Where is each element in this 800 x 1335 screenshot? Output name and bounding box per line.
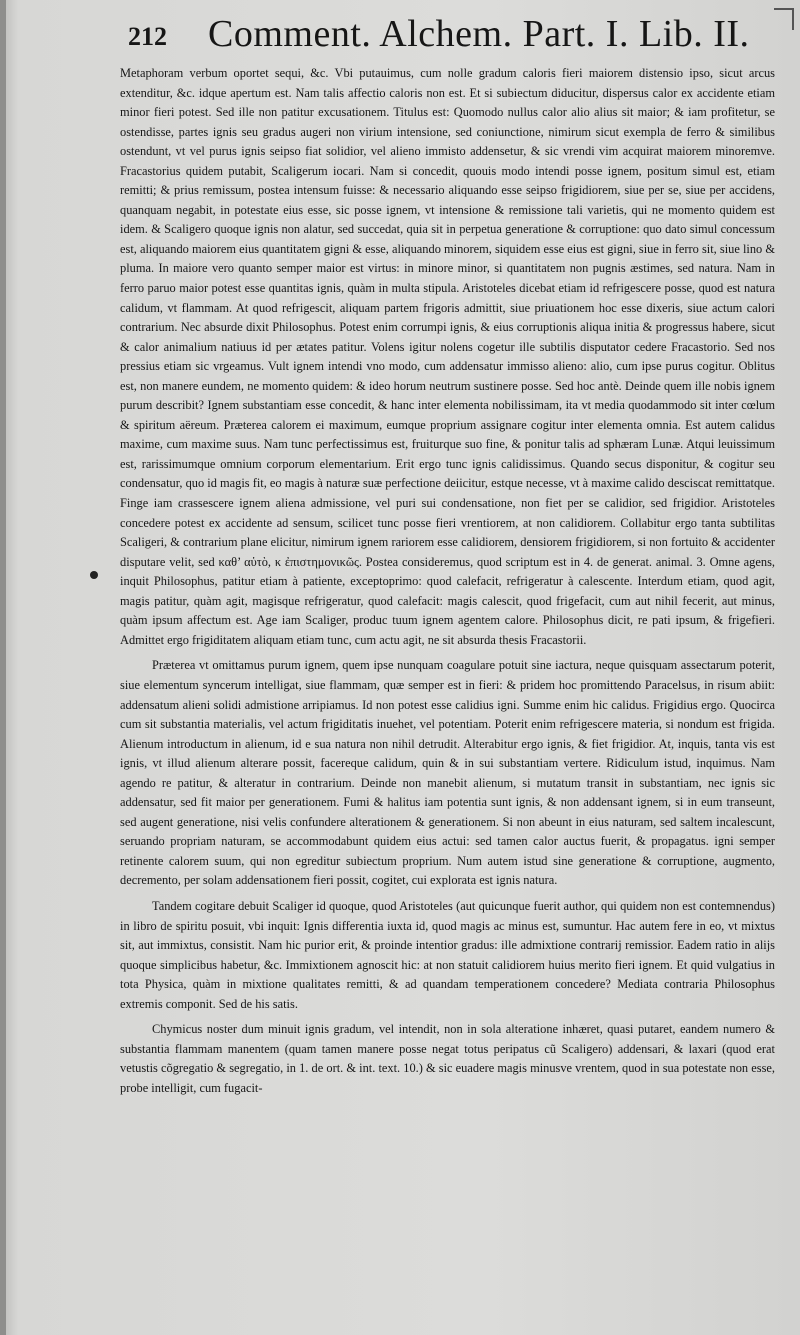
- ink-spot: [90, 571, 98, 579]
- running-head: Comment. Alchem. Part. I. Lib. II.: [208, 13, 750, 55]
- page-number: 212: [128, 22, 167, 51]
- paragraph: Chymicus noster dum minuit ignis gradum, vel intendit, non in sola alteratione inhæret, quasi putaret, eandem numero & substantia flammam manentem (quam tamen manere posse negat totus peripatus cũ Scaligero) addensari, & laxari (quod erat vetustis cõgregatio & segregatio, in 1. de ort. & int. text. 10.) & sic euadere magis minusve vrentem, quod in sua potestate non esse, probe intelligit, cum fugacit-: [120, 1022, 775, 1095]
- paragraph: Tandem cogitare debuit Scaliger id quoque, quod Aristoteles (aut quicunque fuerit author, qui quidem non est contemnendus) in libro de spiritu posuit, vbi inquit: Ignis differentia iuxta id, quod magis ac minus est, sumuntur. Hac autem fere in eo, vt mixtus sit, aut immixtus, consistit. Nam hic purior erit, & proinde intentior gradus: ille admixtione contrarij remissior. Eadem ratio in alijs quoque simplicibus habetur, &c. Immixtionem agnoscit hic: at non statuit calidiorem huius merito fieri ignem. Et quid vulgatius in tota Physica, quàm in mixtione qualitates remitti, & ad quandam temperationem concedere? Mediata contraria Philosophus extremis componit. Sed de his satis.: [120, 898, 775, 1011]
- paragraph: Præterea vt omittamus purum ignem, quem ipse nunquam coagulare potuit sine iactura, neque quisquam assectarum poterit, siue elementum syncerum intelligat, siue flammam, quæ semper est in fieri: & pridem hoc promittendo Paracelsus, in risum abiit: addensatum alieni solidi admistione arripiamus. Id non potest esse calidius igni. Summe enim hic calidus. Frigidius ergo. Quocirca cum sit substantia materialis, vel actum frigiditatis inuehet, vel potentiam. Poterit enim refrigescere materia, si nondum est frigida. Alienum introductum in alienum, id e sua natura non nihil detrudit. Alterabitur ergo ignis, & fiet frigidior. At, inquis, tanta vis est ignis, vt illud alienum alterare possit, facereque calidum, quin & in sui substantiam vertere. Ridiculum istud, inquimus. Nam agendo re patitur, & alteratur in contrarium. Deinde non manebit alienum, si mutatum transit in substantiam, nec ignis sic addensatur, sed fit maior per generationem. Fumi & halitus iam potentia sunt ignis, & non addensant ignem, si in eum transeunt, sed augent generatione, nisi velis confundere alterationem & generationem. Si non abeunt in eius naturam, sed saltem incalescunt, seruando propriam naturam, se accommodabunt quidem eius actui: sed tamen calor auctus fuerit, & propagatus. igni semper retinente calorem suum, qui non egreditur subiectum proprium. Num autem istud sine generatione & corruptione, augmento, decremento, per solam addensationem fieri possit, cogitet, cui explorata est ignis natura.: [120, 658, 775, 888]
- body-text: [120, 64, 775, 1104]
- corner-mark: [774, 8, 794, 30]
- page-header: [128, 12, 768, 56]
- paragraph: Metaphoram verbum oportet sequi, &c. Vbi putauimus, cum nolle gradum caloris fieri maiorem distensio ipso, sicut arcus extenditur, &c. idque apertum est. Nam talis affectio caloris non est. Et si subiectum diducitur, dispersus calor ex accidente etiam minor fieri potest. Sed ille non patitur excusationem. Titulus est: Quomodo nullus calor alio alius sit maior; & iam profitetur, se ostendisse, partes ignis seu gradus augeri non virium intensione, sed coniunctione, nimirum sicut exempla de ferro & similibus ostendunt, vt vel purus ignis seipso fiat solidior, vel alieno immisto addensetur, & sic vrendi vim acquirat maiorem minoremve. Fracastorius quidem putabit, Scaligerum iocari. Nam si concedit, quouis modo intendi posse ignem, positum simul est, etiam remitti; & prius remissum, postea intensum fuisse: & necessario aliquando esse seipso frigidiorem, siue per se, siue per accidens, quanquam negabit, in potestate eius esse, sic posse ignem, vt intensione & remissione tali varietis, qui ne momento quidem est idem. & Scaligero quoque ignis non alatur, sed succedat, quia sit in perpetua generatione & corruptione: quo dato simul concessum est, aliquando maiorem eius quantitatem gigni & esse, aliquando minorem, siquidem esse eius est gigni, siue in ferro sit, siue lino & pluma. In maiore vero quanto semper maior est virtus: in minore minor, si quantitatem non pugnis æstimes, sed natura. Nam in ferro paruo maior potest esse quantitas ignis, quàm in multa stipula. Aristoteles dicebat etiam id refrigescere posse, quod est natura calidum, vt flammam. At quod refrigescit, aliquam partem frigoris admittit, siue priuationem hoc esse dixeris, siue actum calori contrarium. Nec absurde dixit Philosophus. Potest enim corrumpi ignis, & eius corruptionis aliqua initia & progressus habere, sicut & calor animalium natiuus id per ætates patitur. Volens igitur nolens cogetur ille subtilis disputator cedere Fracastorio. Sed nos pressius etiam sic vrgeamus. Vult ignem intendi vno modo, cum addensatur immisso alieno: alio, cum ipse purus cogitur. Oblitus est, non manere eundem, ne momento quidem: & ideo horum neutrum sustinere posse. Sed hoc antè. Deinde quem ille nobis ignem purum describit? Ignem substantiam esse concedit, & hanc inter elementa nobilissimam, ita vt media quodammodo sit inter cœlum & spiritum aëreum. Præterea calorem ei maximum, eumque proprium assignare cogitur inter elementa omnia. Est autem calidus maxime, cum maxime suus. Nam tunc perfectissimus est, fruiturque suo fine, & ponitur talis ad sphæram Lunæ. Atqui leuissimum est, rarissimumque omnium corporum elementarium. Erit ergo tunc ignis calidissimus. Quando secus disponitur, & cogitur seu condensatur, quo id magis fit, eo magis à naturæ suæ perfectione deiicitur, estque necesse, vt à maxime calido desciscat remittatque. Finge iam crassescere ignem aliena admissione, vel puri sui condensatione, non fiet per se calidior, sed frigidior. Aristoteles concedere potest ex accidente ad sensum, scilicet tunc posse fieri vrentiorem, at non calidiorem. Collabitur ergo tanta subtilitas Scaligeri, & contrarium plane elicitur, nimirum ignem rariorem esse calidiorem, densiorem frigidiorem, si non fortuito & accidenter disputare velit, sed καθ’ αὑτὸ, κ ἐπιστημονικῶς. Postea consideremus, quod scriptum est in 4. de generat. animal. 3. Omne agens, inquit Philosophus, patitur etiam à patiente, exceptoprimo: quod calefacit, refrigeratur à calescente. Interdum etiam, quod agit, magis patitur, quàm agit, magisque refrigeratur, quod calefacit: magis calescit, quod frigefacit, cum aut nihil fecerit, aut minus, quàm ipsum affectum est. Age iam Scaliger, produc tuum ignem agentem calore. Philosophus dicit, re pati ipsum, & frigefieri. Admittet ergo frigiditatem aliquam etiam tunc, cum actu agit, ne sit absurda thesis Fracastorii.: [120, 66, 775, 647]
- binding-gutter: [0, 0, 6, 1335]
